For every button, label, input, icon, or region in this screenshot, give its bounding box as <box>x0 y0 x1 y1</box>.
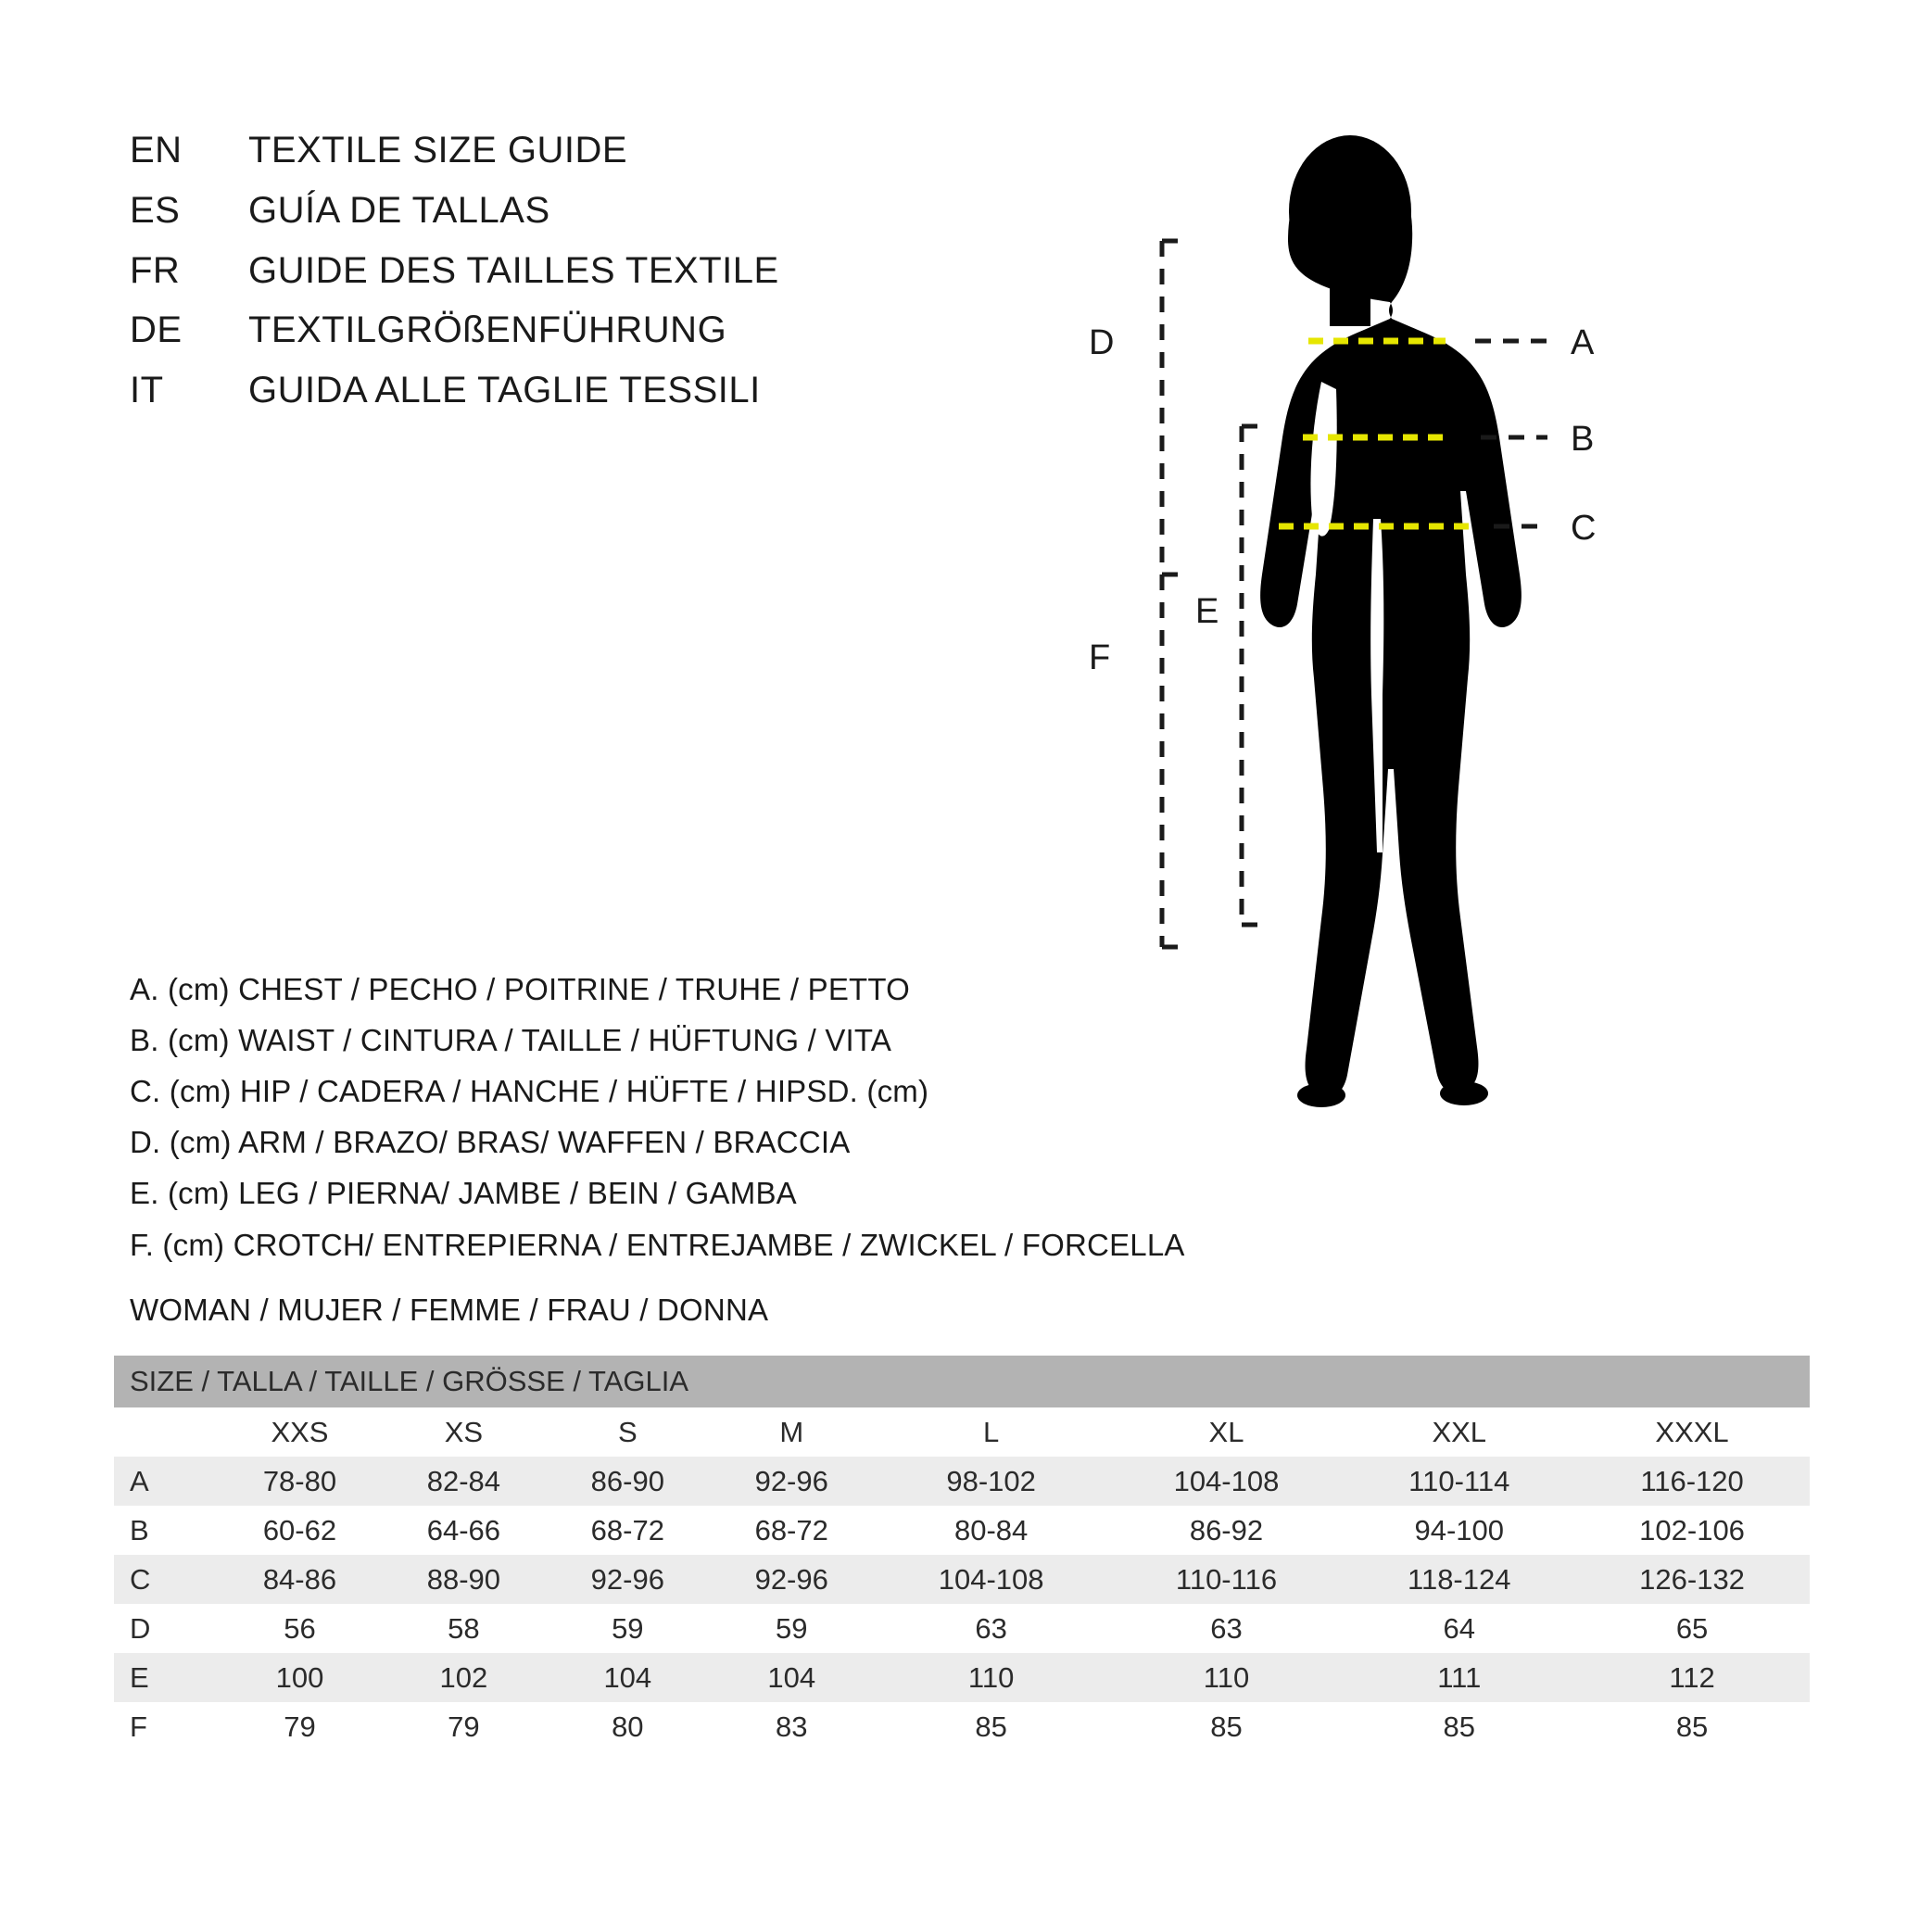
cell-c-xl: 110-116 <box>1109 1555 1345 1604</box>
title-row <box>130 241 852 301</box>
cell-d-m: 59 <box>710 1604 874 1653</box>
row-key-c: C <box>114 1555 218 1604</box>
size-table <box>114 1356 1810 1751</box>
head-shape <box>1289 135 1411 287</box>
table-row <box>114 1555 1810 1604</box>
bracket-label-e: E <box>1195 592 1219 631</box>
table-row <box>114 1702 1810 1751</box>
cell-d-xs: 58 <box>382 1604 546 1653</box>
cell-d-xxxl: 65 <box>1574 1604 1810 1653</box>
cell-b-xxs: 60-62 <box>218 1506 382 1555</box>
cell-b-m: 68-72 <box>710 1506 874 1555</box>
title-row <box>130 120 852 181</box>
cell-d-xl: 63 <box>1109 1604 1345 1653</box>
cell-f-xxxl: 85 <box>1574 1702 1810 1751</box>
cell-b-xxl: 94-100 <box>1344 1506 1574 1555</box>
title-lang-en: EN <box>130 130 183 170</box>
marker-label-b: B <box>1571 420 1595 459</box>
title-lang-it: IT <box>130 370 164 411</box>
legend-item-d: D. (cm) ARM / BRAZO/ BRAS/ WAFFEN / BRACCIA <box>130 1125 851 1160</box>
cell-e-xs: 102 <box>382 1653 546 1702</box>
cell-c-xxl: 118-124 <box>1344 1555 1574 1604</box>
cell-a-xxs: 78-80 <box>218 1457 382 1506</box>
cell-e-xxs: 100 <box>218 1653 382 1702</box>
cell-a-s: 86-90 <box>546 1457 710 1506</box>
cell-d-l: 63 <box>874 1604 1109 1653</box>
cell-e-l: 110 <box>874 1653 1109 1702</box>
cell-f-xl: 85 <box>1109 1702 1345 1751</box>
cell-d-xxl: 64 <box>1344 1604 1574 1653</box>
col-header-xxl: XXL <box>1344 1407 1574 1457</box>
cell-e-m: 104 <box>710 1653 874 1702</box>
legend-item-f: F. (cm) CROTCH/ ENTREPIERNA / ENTREJAMBE / ZWICKEL / FORCELLA <box>130 1227 1185 1262</box>
title-lang-es: ES <box>130 189 181 231</box>
cell-e-xl: 110 <box>1109 1653 1345 1702</box>
cell-e-s: 104 <box>546 1653 710 1702</box>
cell-d-xxs: 56 <box>218 1604 382 1653</box>
legend-item-e: E. (cm) LEG / PIERNA/ JAMBE / BEIN / GAMBA <box>130 1176 797 1211</box>
silhouette-svg <box>1089 56 1881 1205</box>
row-key-b: B <box>114 1506 218 1555</box>
cell-c-xxs: 84-86 <box>218 1555 382 1604</box>
cell-a-xs: 82-84 <box>382 1457 546 1506</box>
title-row <box>130 300 852 360</box>
cell-a-xxxl: 116-120 <box>1574 1457 1810 1506</box>
cell-e-xxl: 111 <box>1344 1653 1574 1702</box>
legend-item-c: C. (cm) HIP / CADERA / HANCHE / HÜFTE / HIPSD. (cm) <box>130 1074 929 1109</box>
col-header-s: S <box>546 1407 710 1457</box>
title-text-en: TEXTILE SIZE GUIDE <box>248 130 628 170</box>
cell-a-xl: 104-108 <box>1109 1457 1345 1506</box>
col-header-xxxl: XXXL <box>1574 1407 1810 1457</box>
cell-f-l: 85 <box>874 1702 1109 1751</box>
legend-item-b: B. (cm) WAIST / CINTURA / TAILLE / HÜFTUNG / VITA <box>130 1023 892 1058</box>
marker-label-a: A <box>1571 323 1595 362</box>
col-header-xl: XL <box>1109 1407 1345 1457</box>
row-key-e: E <box>114 1653 218 1702</box>
marker-label-c: C <box>1571 509 1597 548</box>
row-key-a: A <box>114 1457 218 1506</box>
col-header-xs: XS <box>382 1407 546 1457</box>
title-text-es: GUÍA DE TALLAS <box>248 189 550 231</box>
table-row <box>114 1604 1810 1653</box>
title-text-it: GUIDA ALLE TAGLIE TESSILI <box>248 370 761 411</box>
table-row <box>114 1457 1810 1506</box>
cell-c-xs: 88-90 <box>382 1555 546 1604</box>
cell-b-xl: 86-92 <box>1109 1506 1345 1555</box>
bracket-d <box>1162 241 1190 574</box>
cell-b-l: 80-84 <box>874 1506 1109 1555</box>
cell-f-s: 80 <box>546 1702 710 1751</box>
cell-e-xxxl: 112 <box>1574 1653 1810 1702</box>
legend-item-a: A. (cm) CHEST / PECHO / POITRINE / TRUHE / PETTO <box>130 972 911 1006</box>
title-lang-de: DE <box>130 309 183 351</box>
right-foot <box>1440 1081 1488 1105</box>
cell-b-xs: 64-66 <box>382 1506 546 1555</box>
cell-c-m: 92-96 <box>710 1555 874 1604</box>
legend-block <box>130 964 1223 1270</box>
measurement-diagram <box>1089 56 1881 1205</box>
table-row <box>114 1506 1810 1555</box>
title-text-de: TEXTILGRÖßENFÜHRUNG <box>248 309 727 351</box>
col-header-l: L <box>874 1407 1109 1457</box>
cell-a-xxl: 110-114 <box>1344 1457 1574 1506</box>
cell-c-l: 104-108 <box>874 1555 1109 1604</box>
gender-label: WOMAN / MUJER / FEMME / FRAU / DONNA <box>130 1293 769 1327</box>
cell-f-xs: 79 <box>382 1702 546 1751</box>
cell-c-xxxl: 126-132 <box>1574 1555 1810 1604</box>
cell-f-xxs: 79 <box>218 1702 382 1751</box>
bracket-label-f: F <box>1089 638 1111 677</box>
cell-d-s: 59 <box>546 1604 710 1653</box>
col-header-m: M <box>710 1407 874 1457</box>
woman-silhouette-icon <box>1260 135 1522 1107</box>
cell-f-m: 83 <box>710 1702 874 1751</box>
title-row <box>130 360 852 421</box>
cell-c-s: 92-96 <box>546 1555 710 1604</box>
table-size-header-row <box>114 1407 1810 1457</box>
bracket-f <box>1162 574 1190 947</box>
cell-a-l: 98-102 <box>874 1457 1109 1506</box>
row-key-f: F <box>114 1702 218 1751</box>
neck-shape <box>1330 271 1370 326</box>
col-header-xxs: XXS <box>218 1407 382 1457</box>
title-lang-fr: FR <box>130 249 181 291</box>
title-row <box>130 181 852 241</box>
cell-a-m: 92-96 <box>710 1457 874 1506</box>
bracket-e <box>1242 426 1269 925</box>
title-text-fr: GUIDE DES TAILLES TEXTILE <box>248 249 779 291</box>
table-header-label: SIZE / TALLA / TAILLE / GRÖSSE / TAGLIA <box>114 1356 1810 1407</box>
cell-b-xxxl: 102-106 <box>1574 1506 1810 1555</box>
table-header-bar <box>114 1356 1810 1407</box>
cell-b-s: 68-72 <box>546 1506 710 1555</box>
table-row <box>114 1653 1810 1702</box>
left-foot <box>1297 1083 1345 1107</box>
table-corner-cell <box>114 1407 218 1457</box>
cell-f-xxl: 85 <box>1344 1702 1574 1751</box>
row-key-d: D <box>114 1604 218 1653</box>
bracket-label-d: D <box>1089 323 1115 362</box>
title-block <box>130 120 852 421</box>
